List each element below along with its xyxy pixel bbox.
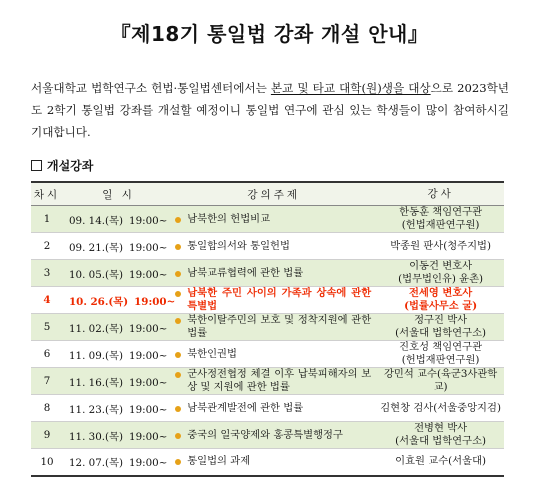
session-date: 11. 09.(목)	[69, 349, 124, 362]
session-time: 19:00~	[129, 457, 168, 470]
session-time: 19:00~	[129, 430, 168, 443]
session-number: 10	[31, 449, 63, 476]
session-topic-cell	[175, 422, 377, 449]
lecturer-line: (법률사무소 굴)	[404, 300, 478, 312]
session-topic-cell	[175, 287, 377, 314]
session-date: 12. 07.(목)	[69, 457, 124, 470]
session-lecturer	[377, 395, 504, 422]
table-row	[31, 233, 504, 260]
session-topic: 남북관계발전에 관한 법률	[187, 401, 304, 414]
session-topic-cell	[175, 260, 377, 287]
intro-text-underlined: 본교 및 타교 대학(원)생을 대상	[270, 81, 431, 95]
session-date: 09. 14.(목)	[69, 214, 124, 227]
lecturer-line: 이효원 교수(서울대)	[395, 455, 487, 468]
session-topic: 북한인권법	[187, 347, 237, 360]
session-time: 19:00~	[129, 214, 168, 227]
table-row	[31, 314, 504, 341]
session-lecturer	[377, 260, 504, 287]
square-outline-icon	[31, 160, 42, 171]
session-number: 4	[31, 287, 63, 314]
session-datetime	[63, 233, 175, 260]
orange-dot-icon	[175, 318, 181, 324]
session-topic-cell	[175, 368, 377, 395]
session-number: 5	[31, 314, 63, 341]
session-date: 11. 16.(목)	[69, 376, 124, 389]
section-heading	[31, 157, 93, 174]
session-time: 19:00~	[129, 268, 168, 281]
session-lecturer	[377, 287, 504, 314]
session-datetime	[63, 206, 175, 233]
lecturer-line: 정구진 박사	[414, 314, 468, 326]
lecturer-line: 한동훈 책임연구관	[399, 206, 483, 218]
session-topic-cell	[175, 233, 377, 260]
orange-dot-icon	[175, 352, 181, 358]
session-date: 09. 21.(목)	[69, 241, 124, 254]
orange-dot-icon	[175, 271, 181, 277]
lecturer-line: 김현창 검사(서울중앙지검)	[380, 401, 501, 414]
header-lecturer: 강사	[377, 182, 504, 206]
session-topic: 통일법의 과제	[187, 455, 251, 468]
lecturer-line: (법무법인유) 윤촌)	[398, 273, 484, 285]
lecturer-line: 강민석 교수(육군3사관학교)	[383, 368, 498, 393]
session-topic: 북한이탈주민의 보호 및 정착지원에 관한 법률	[187, 314, 372, 339]
session-date: 11. 02.(목)	[69, 322, 124, 335]
intro-paragraph	[31, 77, 509, 143]
table-row	[31, 341, 504, 368]
session-datetime	[63, 287, 175, 314]
session-time: 19:00~	[129, 241, 168, 254]
session-date: 10. 26.(목)	[69, 295, 129, 308]
session-lecturer	[377, 341, 504, 368]
page-title: 『제18기 통일법 강좌 개설 안내』	[110, 22, 429, 46]
section-heading-label: 개설강좌	[47, 159, 94, 173]
intro-text-part1: 서울대학교 법학연구소 헌법·통일법센터에서는	[31, 81, 271, 95]
session-number: 7	[31, 368, 63, 395]
lecturer-line: (서울대 법학연구소)	[395, 435, 487, 447]
session-topic-cell	[175, 341, 377, 368]
session-topic: 통일합의서와 통일헌법	[187, 239, 290, 252]
session-time: 19:00~	[129, 376, 168, 389]
session-time: 19:00~	[134, 295, 176, 308]
session-lecturer	[377, 422, 504, 449]
session-number: 9	[31, 422, 63, 449]
table-row	[31, 206, 504, 233]
course-schedule-table	[31, 181, 504, 477]
lecturer-line: 이동건 변호사	[409, 260, 473, 272]
lecturer-line: 전세영 변호사	[408, 287, 473, 299]
orange-dot-icon	[175, 406, 181, 412]
session-topic-cell	[175, 449, 377, 476]
session-datetime	[63, 260, 175, 287]
session-topic: 군사정전협정 체결 이후 납북피해자의 보상 및 지원에 관한 법률	[187, 368, 372, 393]
orange-dot-icon	[175, 433, 181, 439]
table-row	[31, 287, 504, 314]
session-lecturer	[377, 368, 504, 395]
session-date: 10. 05.(목)	[69, 268, 124, 281]
session-topic: 남북한의 헌법비교	[187, 212, 271, 225]
table-row	[31, 422, 504, 449]
lecturer-line: (헌법재판연구원)	[401, 219, 480, 231]
session-number: 6	[31, 341, 63, 368]
table-row	[31, 260, 504, 287]
orange-dot-icon	[175, 459, 181, 465]
session-topic-cell	[175, 314, 377, 341]
table-row	[31, 395, 504, 422]
lecturer-line: 박종원 판사(청주지법)	[390, 239, 492, 252]
header-no: 차시	[31, 182, 63, 206]
session-time: 19:00~	[129, 349, 168, 362]
session-topic: 남북교류협력에 관한 법률	[187, 266, 304, 279]
session-topic-cell	[175, 395, 377, 422]
session-datetime	[63, 341, 175, 368]
session-topic: 남북한 주민 사이의 가족과 상속에 관한 특별법	[187, 287, 372, 312]
session-number: 3	[31, 260, 63, 287]
orange-dot-icon	[175, 372, 181, 378]
session-datetime	[63, 422, 175, 449]
session-lecturer	[377, 206, 504, 233]
orange-dot-icon	[175, 244, 181, 250]
lecturer-line: (서울대 법학연구소)	[395, 327, 487, 339]
table-row	[31, 368, 504, 395]
session-time: 19:00~	[129, 322, 168, 335]
session-date: 11. 23.(목)	[69, 403, 124, 416]
session-date: 11. 30.(목)	[69, 430, 124, 443]
session-topic-cell	[175, 206, 377, 233]
orange-dot-icon	[175, 291, 181, 297]
lecturer-line: 진호성 책임연구관	[399, 341, 483, 353]
lecturer-line: 전병현 박사	[414, 422, 468, 434]
session-number: 8	[31, 395, 63, 422]
session-time: 19:00~	[129, 403, 168, 416]
session-lecturer	[377, 449, 504, 476]
session-datetime	[63, 314, 175, 341]
session-lecturer	[377, 233, 504, 260]
session-topic: 중국의 일국양제와 홍콩특별행정구	[187, 428, 343, 441]
session-number: 2	[31, 233, 63, 260]
session-datetime	[63, 395, 175, 422]
orange-dot-icon	[175, 217, 181, 223]
session-datetime	[63, 449, 175, 476]
lecturer-line: (헌법재판연구원)	[401, 354, 480, 366]
table-header-row	[31, 182, 504, 206]
table-row	[31, 449, 504, 476]
header-date: 일 시	[63, 182, 175, 206]
intro-text-part2: 으로 2023학년도 2학기 통일법 강좌를 개설할 예정이니 통일법 연구에 관심 있는 학생들이 많이 참여하시길 기대합니다.	[31, 81, 509, 139]
session-number: 1	[31, 206, 63, 233]
header-topic: 강의주제	[175, 182, 377, 206]
session-datetime	[63, 368, 175, 395]
session-lecturer	[377, 314, 504, 341]
